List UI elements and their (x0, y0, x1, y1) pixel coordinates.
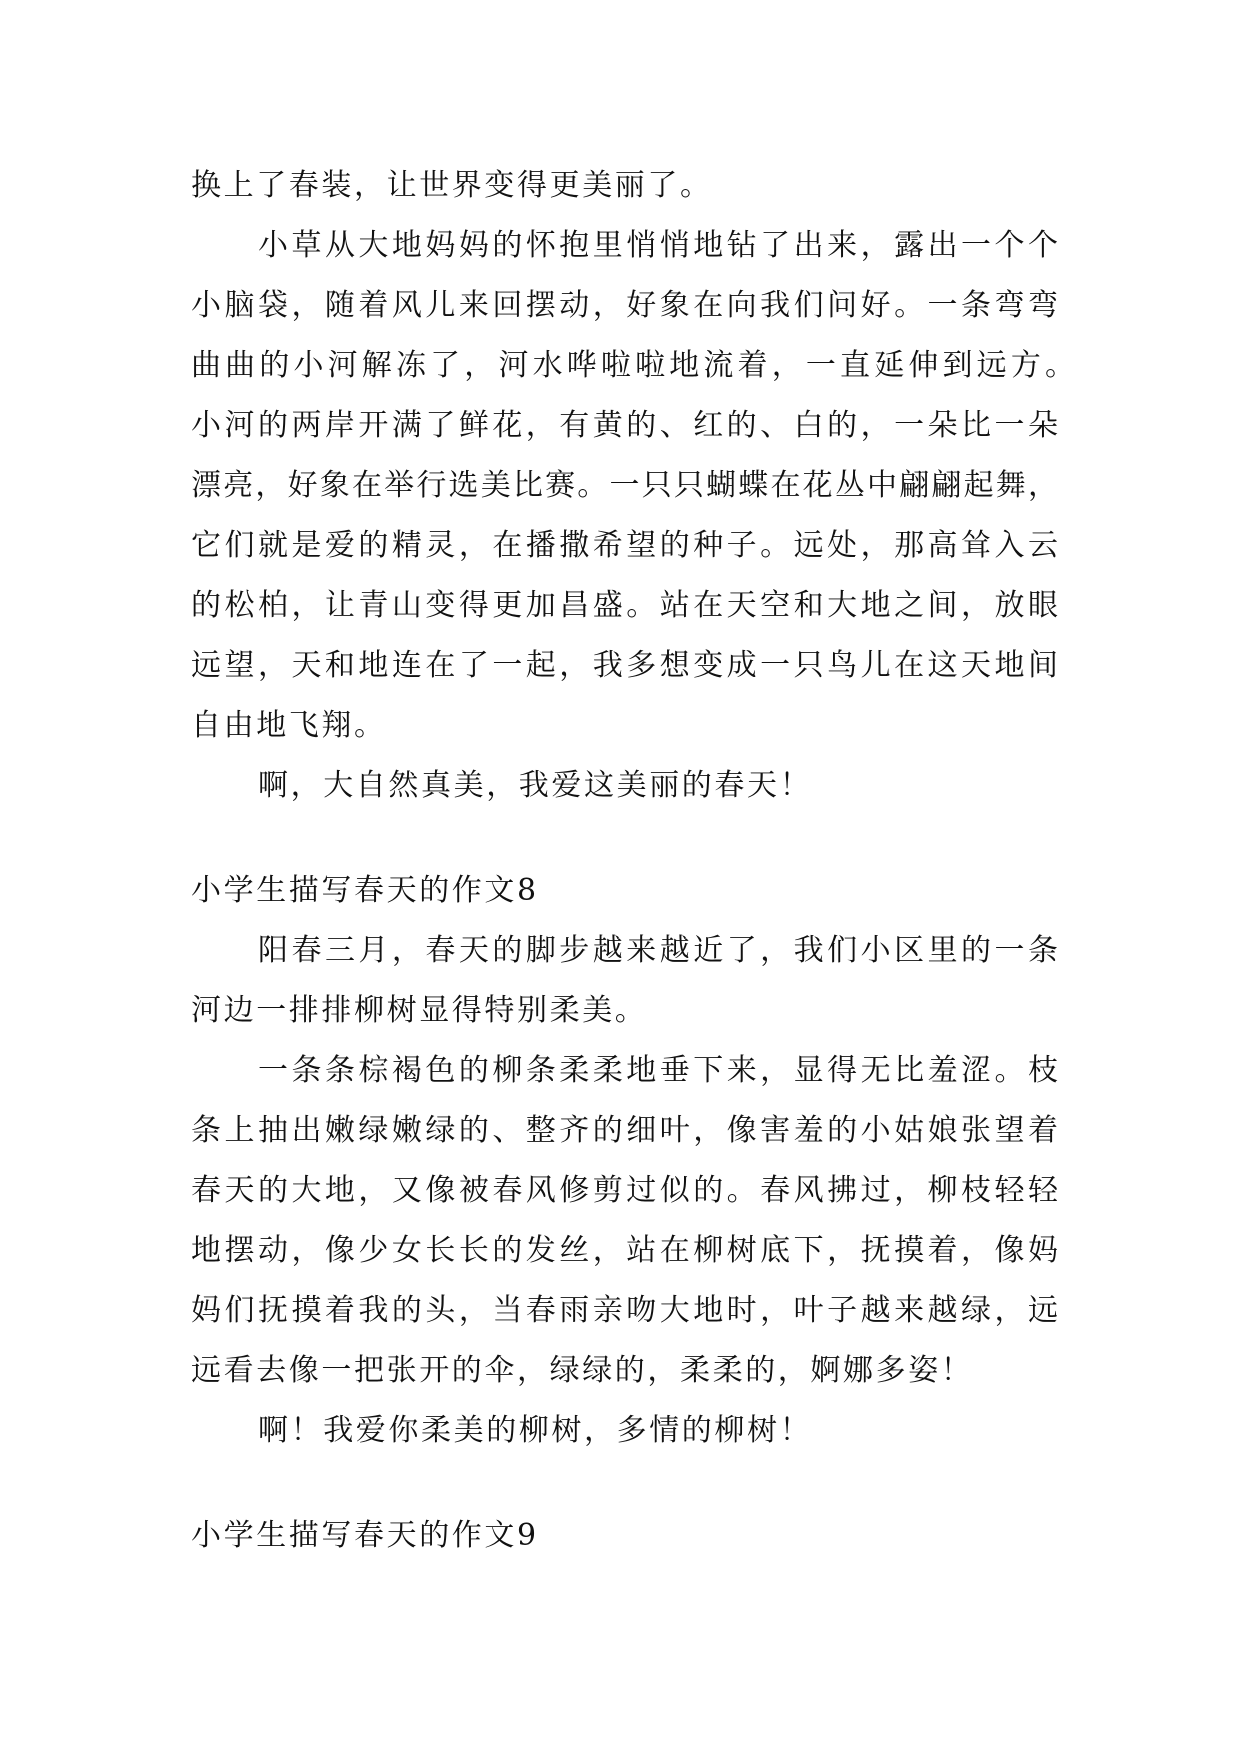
essay-title: 小学生描写春天的作文9 (191, 1518, 539, 1553)
text-line: 的松柏，让青山变得更加昌盛。站在天空和大地之间，放眼 (191, 588, 1058, 623)
text-line: 换上了春装，让世界变得更美丽了。 (191, 168, 713, 203)
text-line: 远看去像一把张开的伞，绿绿的，柔柔的，婀娜多姿！ (191, 1353, 974, 1388)
text-line: 它们就是爱的精灵，在播撒希望的种子。远处，那高耸入云 (191, 528, 1058, 563)
paragraph (191, 1401, 1241, 1461)
text-line: 漂亮，好象在举行选美比赛。一只只蝴蝶在花丛中翩翩起舞， (191, 468, 1058, 503)
paragraph (191, 921, 1241, 1041)
text-line: 小脑袋，随着风儿来回摆动，好象在向我们问好。一条弯弯 (191, 288, 1058, 323)
text-line: 条上抽出嫩绿嫩绿的、整齐的细叶，像害羞的小姑娘张望着 (191, 1113, 1058, 1148)
text-line: 春天的大地，又像被春风修剪过似的。春风拂过，柳枝轻轻 (191, 1173, 1058, 1208)
text-line: 自由地飞翔。 (191, 708, 387, 743)
text-line: 阳春三月，春天的脚步越来越近了，我们小区里的一条 (258, 933, 1058, 968)
text-line: 地摆动，像少女长长的发丝，站在柳树底下，抚摸着，像妈 (191, 1233, 1058, 1268)
text-line: 远望，天和地连在了一起，我多想变成一只鸟儿在这天地间 (191, 648, 1058, 683)
text-line: 小草从大地妈妈的怀抱里悄悄地钻了出来，露出一个个 (258, 228, 1058, 263)
text-line: 妈们抚摸着我的头，当春雨亲吻大地时，叶子越来越绿，远 (191, 1293, 1058, 1328)
text-line: 小河的两岸开满了鲜花，有黄的、红的、白的，一朵比一朵 (191, 408, 1058, 443)
paragraph (191, 1041, 1241, 1401)
text-line: 河边一排排柳树显得特别柔美。 (191, 993, 648, 1028)
text-line: 啊！我爱你柔美的柳树，多情的柳树！ (258, 1413, 813, 1448)
paragraph (191, 156, 1241, 216)
text-line: 啊，大自然真美，我爱这美丽的春天！ (258, 768, 813, 803)
essay-section (191, 1506, 1241, 1566)
text-line: 一条条棕褐色的柳条柔柔地垂下来，显得无比羞涩。枝 (258, 1053, 1058, 1088)
paragraph (191, 756, 1241, 816)
essay-section (191, 861, 1241, 1461)
paragraph (191, 216, 1241, 756)
text-line: 曲曲的小河解冻了，河水哗啦啦地流着，一直延伸到远方。 (191, 348, 1075, 383)
essay-title: 小学生描写春天的作文8 (191, 873, 539, 908)
essay-section (191, 156, 1241, 816)
